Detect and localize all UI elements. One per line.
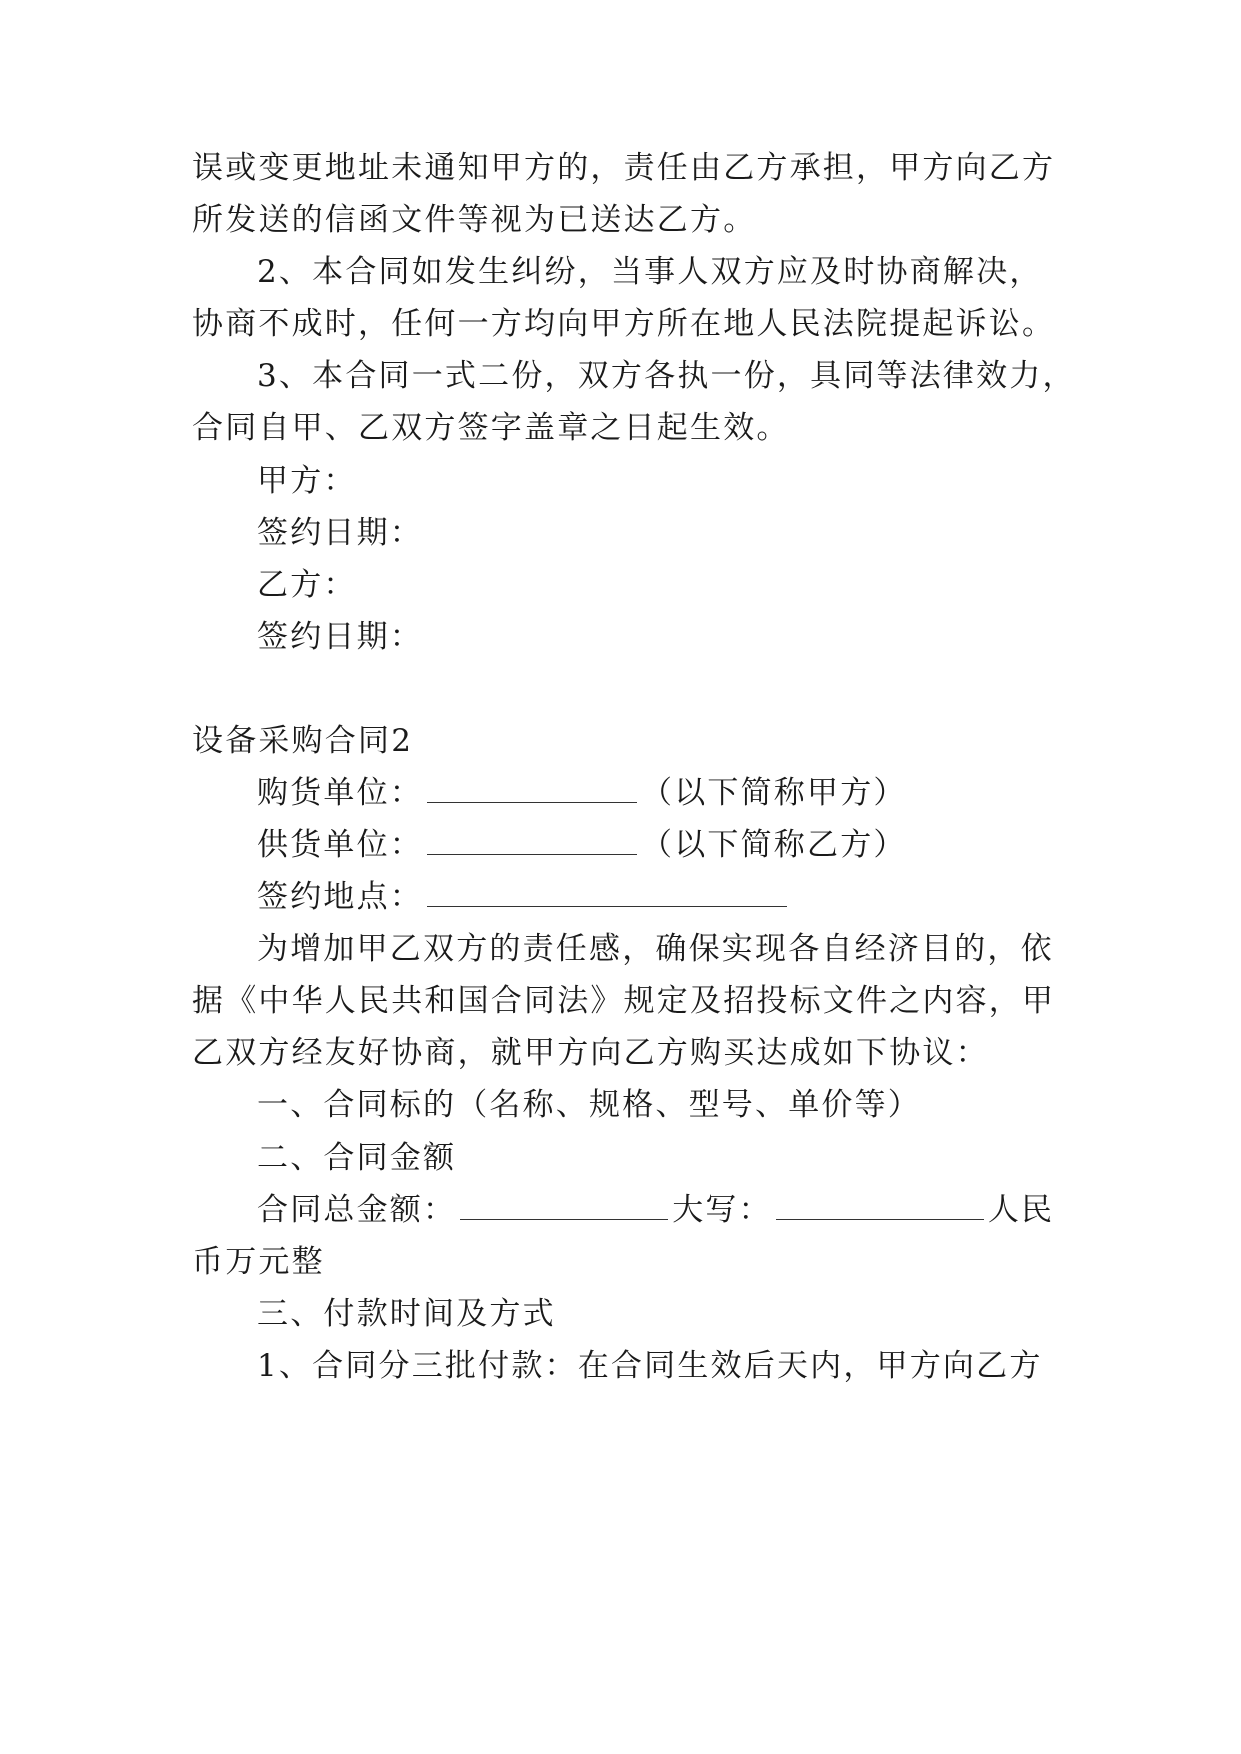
amount-label: 合同总金额：	[257, 1192, 457, 1228]
text-line: 3、本合同一式二份，双方各执一份，具同等法律效力，	[257, 358, 1076, 394]
buyer-note: （以下简称甲方）	[641, 775, 907, 811]
section-title: 设备采购合同2	[192, 723, 414, 759]
amount-blank	[460, 1193, 668, 1220]
text-line: 协商不成时，任何一方均向甲方所在地人民法院提起诉讼。	[192, 306, 1056, 342]
place-label: 签约地点：	[257, 879, 423, 915]
amount-tail: 人民	[987, 1192, 1055, 1228]
seller-label: 供货单位：	[257, 827, 423, 863]
amount-upper-blank	[776, 1193, 984, 1220]
text-line: 合同自甲、乙双方签字盖章之日起生效。	[192, 410, 790, 446]
text-line: 二、合同金额	[257, 1140, 457, 1176]
place-line	[257, 877, 1117, 917]
amount-upper-label: 大写：	[672, 1192, 772, 1228]
seller-line	[257, 825, 1117, 865]
text-line: 误或变更地址未通知甲方的，责任由乙方承担，甲方向乙方	[192, 150, 1056, 186]
seller-note: （以下简称乙方）	[641, 827, 907, 863]
place-blank	[427, 880, 787, 907]
text-line: 所发送的信函文件等视为已送达乙方。	[192, 202, 757, 238]
text-line: 据《中华人民共和国合同法》规定及招投标文件之内容，甲	[192, 983, 1056, 1019]
seller-blank	[427, 828, 637, 855]
amount-line	[257, 1190, 1117, 1230]
text-line: 乙双方经友好协商，就甲方向乙方购买达成如下协议：	[192, 1035, 989, 1071]
buyer-blank	[427, 776, 637, 803]
text-line: 三、付款时间及方式	[257, 1296, 556, 1332]
sign-date-label: 签约日期：	[257, 515, 423, 551]
party-b-label: 乙方：	[257, 567, 357, 603]
text-line: 一、合同标的（名称、规格、型号、单价等）	[257, 1087, 921, 1123]
sign-date-label: 签约日期：	[257, 619, 423, 655]
text-line: 2、本合同如发生纠纷，当事人双方应及时协商解决，	[257, 254, 1043, 290]
text-line: 为增加甲乙双方的责任感，确保实现各自经济目的，依	[257, 931, 1054, 967]
buyer-line	[257, 773, 1117, 813]
text-line: 币万元整	[192, 1244, 325, 1280]
text-line: 1、合同分三批付款：在合同生效后天内，甲方向乙方	[257, 1348, 1043, 1384]
party-a-label: 甲方：	[257, 463, 357, 499]
buyer-label: 购货单位：	[257, 775, 423, 811]
